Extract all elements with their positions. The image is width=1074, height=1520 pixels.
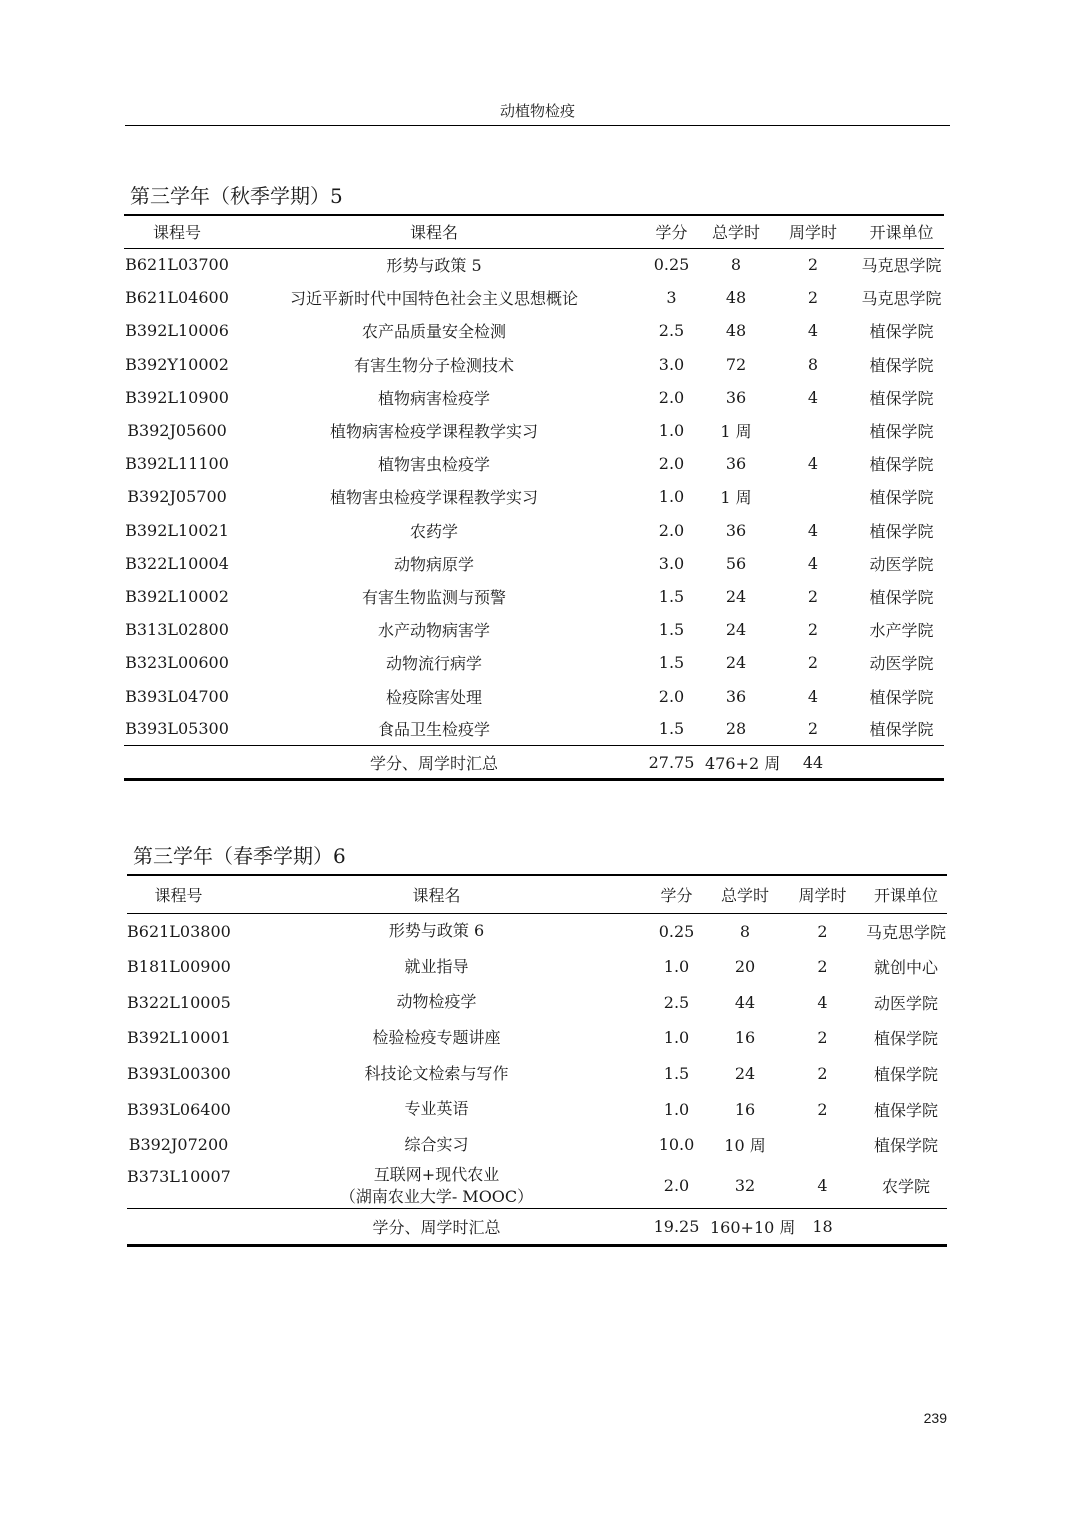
total-hours: 24 [725, 586, 747, 606]
department: 马克思学院 [865, 922, 946, 942]
weekly-hours: 4 [807, 520, 819, 540]
course-code: B621L03800 [127, 921, 231, 941]
course-name: 形势与政策 5 [386, 256, 482, 276]
table-row [124, 613, 944, 646]
course-name-subline: （湖南农业大学- MOOC） [339, 1186, 534, 1206]
weekly-hours: 4 [807, 387, 819, 407]
table-row [127, 1020, 947, 1056]
total-hours: 10 周 [724, 1136, 766, 1156]
column-header-weekly-hours: 周学时 [788, 223, 837, 243]
course-code: B621L03700 [125, 255, 229, 275]
department: 马克思学院 [861, 256, 942, 276]
course-name [230, 1056, 643, 1092]
column-header-name: 课程名 [412, 885, 461, 905]
credits: 3.0 [658, 354, 685, 374]
course-name [230, 984, 643, 1020]
credits: 1.5 [658, 620, 685, 640]
weekly-hours: 4 [807, 454, 819, 474]
credits: 3 [666, 288, 677, 308]
course-code: B393L06400 [127, 1099, 231, 1119]
credits: 2.0 [658, 520, 685, 540]
weekly-hours: 2 [807, 586, 819, 606]
weekly-hours: 2 [807, 719, 819, 739]
course-code: B392L10900 [125, 387, 229, 407]
column-header-dept: 开课单位 [869, 223, 934, 243]
column-header-total-hours: 总学时 [711, 223, 760, 243]
table-row [124, 281, 944, 314]
credits: 1.5 [658, 586, 685, 606]
course-name: 习近平新时代中国特色社会主义思想概论 [289, 289, 578, 309]
department: 植保学院 [869, 422, 934, 442]
department: 植保学院 [869, 388, 934, 408]
weekly-hours: 2 [807, 620, 819, 640]
weekly-hours [780, 1127, 865, 1163]
course-code: B322L10005 [127, 992, 231, 1012]
course-name [230, 949, 643, 985]
course-code: B181L00900 [127, 957, 231, 977]
course-table-autumn [124, 214, 944, 781]
column-header-code: 课程号 [154, 885, 203, 905]
section-title: 第三学年（秋季学期）5 [130, 184, 343, 208]
table-row [127, 913, 947, 949]
total-hours: 48 [725, 288, 747, 308]
course-name: 农药学 [409, 521, 458, 541]
department: 植保学院 [869, 488, 934, 508]
table-row [124, 646, 944, 679]
course-name-line: 就业指导 [404, 956, 469, 976]
credits: 10.0 [658, 1135, 695, 1155]
course-name [230, 1020, 643, 1056]
table-body [124, 248, 944, 746]
column-header-dept: 开课单位 [873, 885, 938, 905]
department: 动医学院 [869, 654, 934, 674]
course-name: 水产动物病害学 [377, 621, 490, 641]
column-header-credits: 学分 [660, 885, 693, 905]
weekly-hours: 4 [807, 686, 819, 706]
table-row [124, 547, 944, 580]
column-header-weekly-hours: 周学时 [798, 885, 847, 905]
total-hours: 16 [734, 1028, 756, 1048]
total-hours: 36 [725, 454, 747, 474]
course-name: 检疫除害处理 [385, 687, 482, 707]
department: 动医学院 [873, 993, 938, 1013]
total-hours: 8 [739, 921, 751, 941]
table-row [124, 248, 944, 281]
column-header-total-hours: 总学时 [720, 885, 769, 905]
course-code: B392J07200 [128, 1135, 229, 1155]
table-row [124, 580, 944, 613]
credits: 2.5 [663, 992, 690, 1012]
total-hours: 24 [725, 653, 747, 673]
credits: 2.0 [658, 686, 685, 706]
course-code: B313L02800 [125, 620, 229, 640]
department: 植保学院 [873, 1029, 938, 1049]
course-code: B621L04600 [125, 288, 229, 308]
credits: 1.0 [663, 957, 690, 977]
section-spring-semester [127, 838, 947, 1247]
department: 就创中心 [873, 958, 938, 978]
table-row [127, 1091, 947, 1127]
credits: 1.0 [663, 1099, 690, 1119]
course-name [230, 913, 643, 949]
table-row [124, 314, 944, 347]
total-hours: 44 [734, 992, 756, 1012]
column-header-code: 课程号 [152, 223, 201, 243]
course-code: B393L00300 [127, 1064, 231, 1084]
total-hours: 20 [734, 957, 756, 977]
department: 马克思学院 [861, 289, 942, 309]
table-row [127, 949, 947, 985]
table-row [124, 679, 944, 712]
running-header: 动植物检疫 [125, 98, 950, 126]
total-hours: 28 [725, 719, 747, 739]
course-name: 植物害虫检疫学 [377, 455, 490, 475]
total-hours: 72 [725, 354, 747, 374]
credits: 0.25 [658, 921, 695, 941]
table-row [124, 480, 944, 513]
credits: 1.0 [663, 1028, 690, 1048]
department: 植保学院 [869, 322, 934, 342]
summary-credits: 27.75 [648, 752, 695, 772]
department: 水产学院 [869, 621, 934, 641]
total-hours: 24 [725, 620, 747, 640]
weekly-hours: 2 [817, 1028, 828, 1048]
summary-label: 学分、周学时汇总 [369, 753, 498, 773]
table-header-row [124, 215, 944, 248]
credits: 1.5 [658, 719, 685, 739]
department: 植保学院 [873, 1065, 938, 1085]
table-row [127, 1127, 947, 1163]
course-code: B392Y10002 [125, 354, 229, 374]
page-number: 239 [923, 1410, 947, 1426]
table-row [127, 984, 947, 1020]
department: 植保学院 [869, 720, 934, 740]
weekly-hours: 8 [807, 354, 819, 374]
course-name [230, 1163, 643, 1209]
course-name-line: 互联网+现代农业 [373, 1164, 500, 1184]
total-hours: 1 周 [720, 422, 752, 442]
course-code: B392L10006 [125, 321, 229, 341]
course-name [230, 1127, 643, 1163]
course-code: B323L00600 [125, 653, 229, 673]
summary-weekly-hours: 44 [802, 752, 824, 772]
department: 植保学院 [869, 687, 934, 707]
weekly-hours: 4 [817, 992, 828, 1012]
summary-weekly-hours: 18 [812, 1217, 833, 1237]
weekly-hours [767, 480, 859, 513]
course-code: B392L10021 [125, 520, 229, 540]
course-code: B322L10004 [125, 553, 229, 573]
summary-row [127, 1209, 947, 1246]
credits: 1.5 [658, 653, 685, 673]
course-name-line: 检验检疫专题讲座 [372, 1027, 501, 1047]
summary-label: 学分、周学时汇总 [372, 1218, 501, 1238]
summary-credits: 19.25 [653, 1217, 700, 1237]
course-code: B373L10007 [127, 1166, 231, 1186]
table-row [124, 381, 944, 414]
department: 植保学院 [873, 1100, 938, 1120]
course-name-line: 专业英语 [404, 1099, 469, 1119]
weekly-hours: 2 [817, 957, 828, 977]
course-name: 动物病原学 [393, 554, 474, 574]
table-row [124, 447, 944, 480]
weekly-hours: 2 [817, 1064, 828, 1084]
summary-row [124, 746, 944, 780]
total-hours: 36 [725, 387, 747, 407]
course-code: B392J05600 [127, 421, 227, 441]
course-code: B392L10002 [125, 586, 229, 606]
table-body [127, 913, 947, 1209]
course-name: 食品卫生检疫学 [377, 720, 490, 740]
course-code: B392L11100 [125, 454, 229, 474]
credits: 2.0 [658, 454, 685, 474]
weekly-hours: 2 [817, 1099, 828, 1119]
course-code: B392J05700 [127, 487, 227, 507]
course-name-line: 科技论文检索与写作 [364, 1063, 509, 1083]
course-name-line: 动物检疫学 [396, 992, 477, 1012]
table-row [124, 348, 944, 381]
total-hours: 24 [734, 1064, 756, 1084]
summary-total-hours: 476+2 周 [705, 753, 781, 773]
section-title: 第三学年（春季学期）6 [133, 844, 346, 868]
total-hours: 1 周 [720, 488, 752, 508]
table-row [124, 514, 944, 547]
weekly-hours: 2 [807, 653, 819, 673]
department: 植保学院 [869, 521, 934, 541]
weekly-hours: 2 [817, 921, 828, 941]
total-hours: 36 [725, 686, 747, 706]
course-name: 植物害虫检疫学课程教学实习 [329, 488, 538, 508]
total-hours: 48 [725, 321, 747, 341]
credits: 2.5 [658, 321, 685, 341]
credits: 2.0 [658, 387, 685, 407]
department: 动医学院 [869, 554, 934, 574]
credits: 3.0 [658, 553, 685, 573]
credits: 2.0 [663, 1176, 690, 1196]
course-name: 植物病害检疫学课程教学实习 [329, 422, 538, 442]
table-header-row [127, 875, 947, 913]
course-name-line: 形势与政策 6 [388, 921, 485, 941]
department: 农学院 [881, 1177, 930, 1197]
weekly-hours: 4 [817, 1176, 828, 1196]
course-name: 植物病害检疫学 [377, 388, 490, 408]
credits: 0.25 [653, 255, 690, 275]
course-name [230, 1091, 643, 1127]
table-row [124, 713, 944, 746]
course-name-line: 综合实习 [404, 1134, 469, 1154]
weekly-hours [767, 414, 859, 447]
course-name: 有害生物分子检测技术 [353, 355, 514, 375]
course-name: 有害生物监测与预警 [361, 587, 506, 607]
department: 植保学院 [869, 587, 934, 607]
course-code: B393L04700 [125, 686, 229, 706]
table-row [127, 1056, 947, 1092]
section-autumn-semester [124, 178, 944, 781]
summary-total-hours: 160+10 周 [710, 1218, 796, 1238]
course-code: B393L05300 [125, 719, 229, 739]
department: 植保学院 [873, 1136, 938, 1156]
course-table-spring [127, 874, 947, 1247]
weekly-hours: 2 [807, 255, 819, 275]
weekly-hours: 2 [807, 288, 819, 308]
total-hours: 16 [734, 1099, 756, 1119]
department: 植保学院 [869, 455, 934, 475]
credits: 1.0 [658, 421, 685, 441]
course-name: 农产品质量安全检测 [361, 322, 506, 342]
table-row [124, 414, 944, 447]
department: 植保学院 [869, 355, 934, 375]
total-hours: 8 [730, 255, 742, 275]
total-hours: 56 [725, 553, 747, 573]
weekly-hours: 4 [807, 321, 819, 341]
total-hours: 36 [725, 520, 747, 540]
course-code: B392L10001 [127, 1028, 231, 1048]
weekly-hours: 4 [807, 553, 819, 573]
column-header-name: 课程名 [409, 223, 458, 243]
credits: 1.5 [663, 1064, 690, 1084]
table-row [127, 1163, 947, 1209]
total-hours: 32 [734, 1176, 756, 1196]
course-name: 动物流行病学 [385, 654, 482, 674]
column-header-credits: 学分 [655, 223, 688, 243]
credits: 1.0 [658, 487, 685, 507]
